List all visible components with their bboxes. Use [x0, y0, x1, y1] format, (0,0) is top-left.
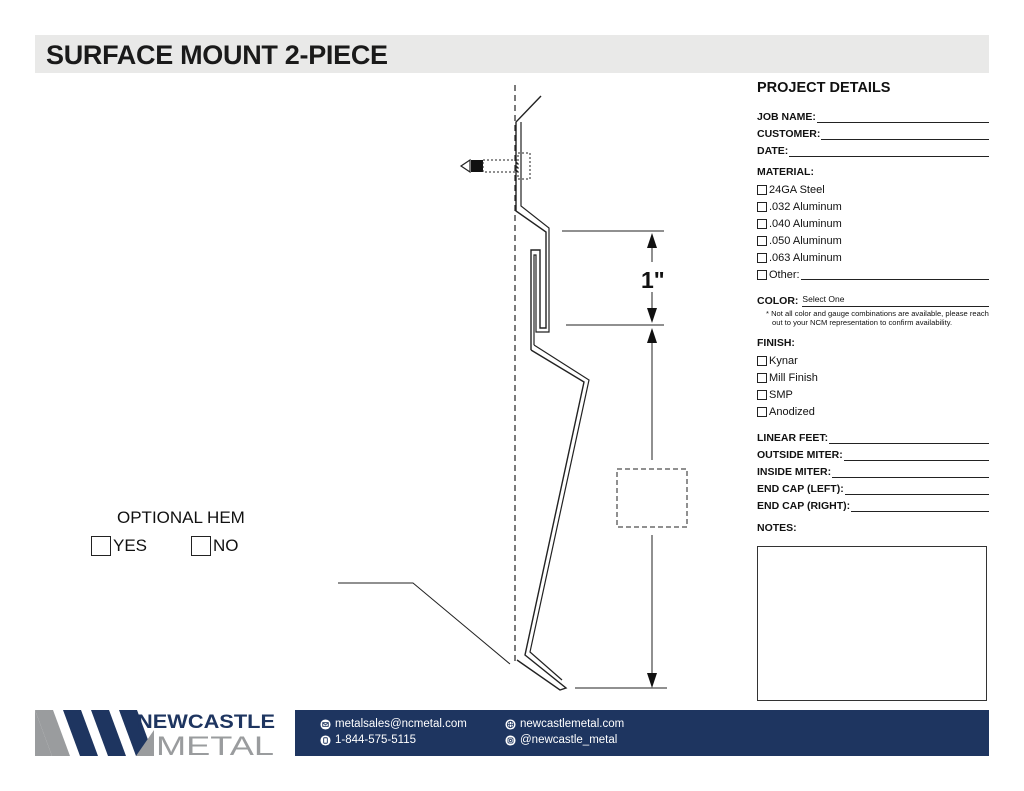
- end-cap-left-field[interactable]: [757, 478, 989, 495]
- linear-feet-label: LINEAR FEET:: [757, 432, 829, 444]
- hem-yes-checkbox[interactable]: [91, 536, 111, 556]
- page-title: SURFACE MOUNT 2-PIECE: [46, 40, 388, 70]
- material-option[interactable]: [757, 249, 989, 266]
- finish-option-label: Kynar: [769, 354, 798, 367]
- material-checkbox[interactable]: [757, 202, 767, 212]
- project-details-heading: PROJECT DETAILS: [757, 80, 891, 96]
- end-cap-left-label: END CAP (LEFT):: [757, 483, 844, 495]
- finish-option[interactable]: [757, 403, 989, 420]
- color-availability-note: * Not all color and gauge combinations are available, please reach out to your NCM representation to confirm availability.: [766, 309, 989, 327]
- outside-miter-field[interactable]: [757, 444, 989, 461]
- dimension-label: 1": [641, 267, 665, 293]
- logo-bottom-text: METAL: [156, 731, 274, 756]
- customer-line[interactable]: [821, 129, 989, 140]
- linear-feet-line[interactable]: [829, 433, 989, 444]
- website-text[interactable]: newcastlemetal.com: [520, 718, 625, 730]
- inside-miter-label: INSIDE MITER:: [757, 466, 832, 478]
- material-checkbox[interactable]: [757, 185, 767, 195]
- material-option-label: 24GA Steel: [769, 183, 825, 196]
- phone-contact[interactable]: [320, 734, 416, 746]
- dimension-height: [575, 328, 687, 688]
- hem-no-label: NO: [213, 536, 239, 555]
- job-name-field[interactable]: [757, 106, 989, 123]
- dimension-blank-box: [617, 469, 687, 527]
- linear-feet-field[interactable]: [757, 427, 989, 444]
- finish-checkbox[interactable]: [757, 407, 767, 417]
- optional-hem-label: OPTIONAL HEM: [117, 508, 245, 527]
- end-cap-right-line[interactable]: [851, 501, 989, 512]
- hem-yes-option[interactable]: [91, 536, 147, 556]
- inside-miter-field[interactable]: [757, 461, 989, 478]
- material-option-label: .032 Aluminum: [769, 200, 842, 213]
- customer-label: CUSTOMER:: [757, 128, 821, 140]
- material-option[interactable]: [757, 198, 989, 215]
- finish-option[interactable]: [757, 369, 989, 386]
- color-select[interactable]: Select One: [802, 294, 989, 307]
- finish-checkbox[interactable]: [757, 356, 767, 366]
- dimension-one-inch: [562, 231, 665, 325]
- finish-option-label: SMP: [769, 388, 793, 401]
- finish-option[interactable]: [757, 352, 989, 369]
- material-option[interactable]: [757, 181, 989, 198]
- email-contact[interactable]: [320, 718, 467, 730]
- material-option-label: .050 Aluminum: [769, 234, 842, 247]
- date-line[interactable]: [789, 146, 989, 157]
- material-option-label: .063 Aluminum: [769, 251, 842, 264]
- material-other-line[interactable]: [801, 269, 989, 280]
- finish-option-label: Anodized: [769, 405, 815, 418]
- date-field[interactable]: [757, 140, 989, 157]
- logo-top-text: NEWCASTLE: [137, 712, 275, 733]
- material-other-option[interactable]: [757, 266, 989, 283]
- date-label: DATE:: [757, 145, 789, 157]
- hem-no-option[interactable]: [191, 536, 239, 556]
- finish-option[interactable]: [757, 386, 989, 403]
- inside-miter-line[interactable]: [832, 467, 989, 478]
- material-label: MATERIAL:: [757, 166, 814, 178]
- notes-textarea[interactable]: [757, 546, 987, 701]
- material-option-label: .040 Aluminum: [769, 217, 842, 230]
- logo-mark: [35, 710, 280, 756]
- material-other-checkbox[interactable]: [757, 270, 767, 280]
- hem-no-checkbox[interactable]: [191, 536, 211, 556]
- end-cap-left-line[interactable]: [845, 484, 989, 495]
- outside-miter-label: OUTSIDE MITER:: [757, 449, 843, 461]
- email-icon: [320, 719, 331, 730]
- hem-yes-label: YES: [113, 536, 148, 555]
- email-text[interactable]: metalsales@ncmetal.com: [335, 718, 467, 730]
- newcastle-metal-logo: [35, 710, 280, 756]
- phone-icon: [320, 735, 331, 746]
- material-option[interactable]: [757, 232, 989, 249]
- job-name-label: JOB NAME:: [757, 111, 816, 123]
- social-text[interactable]: @newcastle_metal: [520, 734, 618, 746]
- globe-icon: [505, 719, 516, 730]
- end-cap-right-field[interactable]: [757, 495, 989, 512]
- hem-leader-line: [338, 583, 510, 664]
- material-other-label: Other:: [769, 268, 800, 281]
- color-label: COLOR:: [757, 295, 799, 307]
- job-name-line[interactable]: [817, 112, 989, 123]
- instagram-icon: [505, 735, 516, 746]
- finish-option-label: Mill Finish: [769, 371, 818, 384]
- notes-label: NOTES:: [757, 522, 797, 534]
- material-checkbox[interactable]: [757, 236, 767, 246]
- website-contact[interactable]: [505, 718, 624, 730]
- finish-checkbox[interactable]: [757, 390, 767, 400]
- end-cap-right-label: END CAP (RIGHT):: [757, 500, 851, 512]
- color-field[interactable]: [757, 290, 989, 307]
- finish-label: FINISH:: [757, 337, 795, 349]
- lower-flashing-piece: [517, 350, 584, 690]
- customer-field[interactable]: [757, 123, 989, 140]
- social-contact[interactable]: [505, 734, 617, 746]
- material-checkbox[interactable]: [757, 253, 767, 263]
- phone-text[interactable]: 1-844-575-5115: [335, 734, 416, 746]
- material-option[interactable]: [757, 215, 989, 232]
- project-details-panel: [757, 80, 989, 537]
- fastener-screw: [461, 153, 530, 179]
- finish-checkbox[interactable]: [757, 373, 767, 383]
- footer-contact-bar: [295, 710, 989, 756]
- outside-miter-line[interactable]: [844, 450, 989, 461]
- material-checkbox[interactable]: [757, 219, 767, 229]
